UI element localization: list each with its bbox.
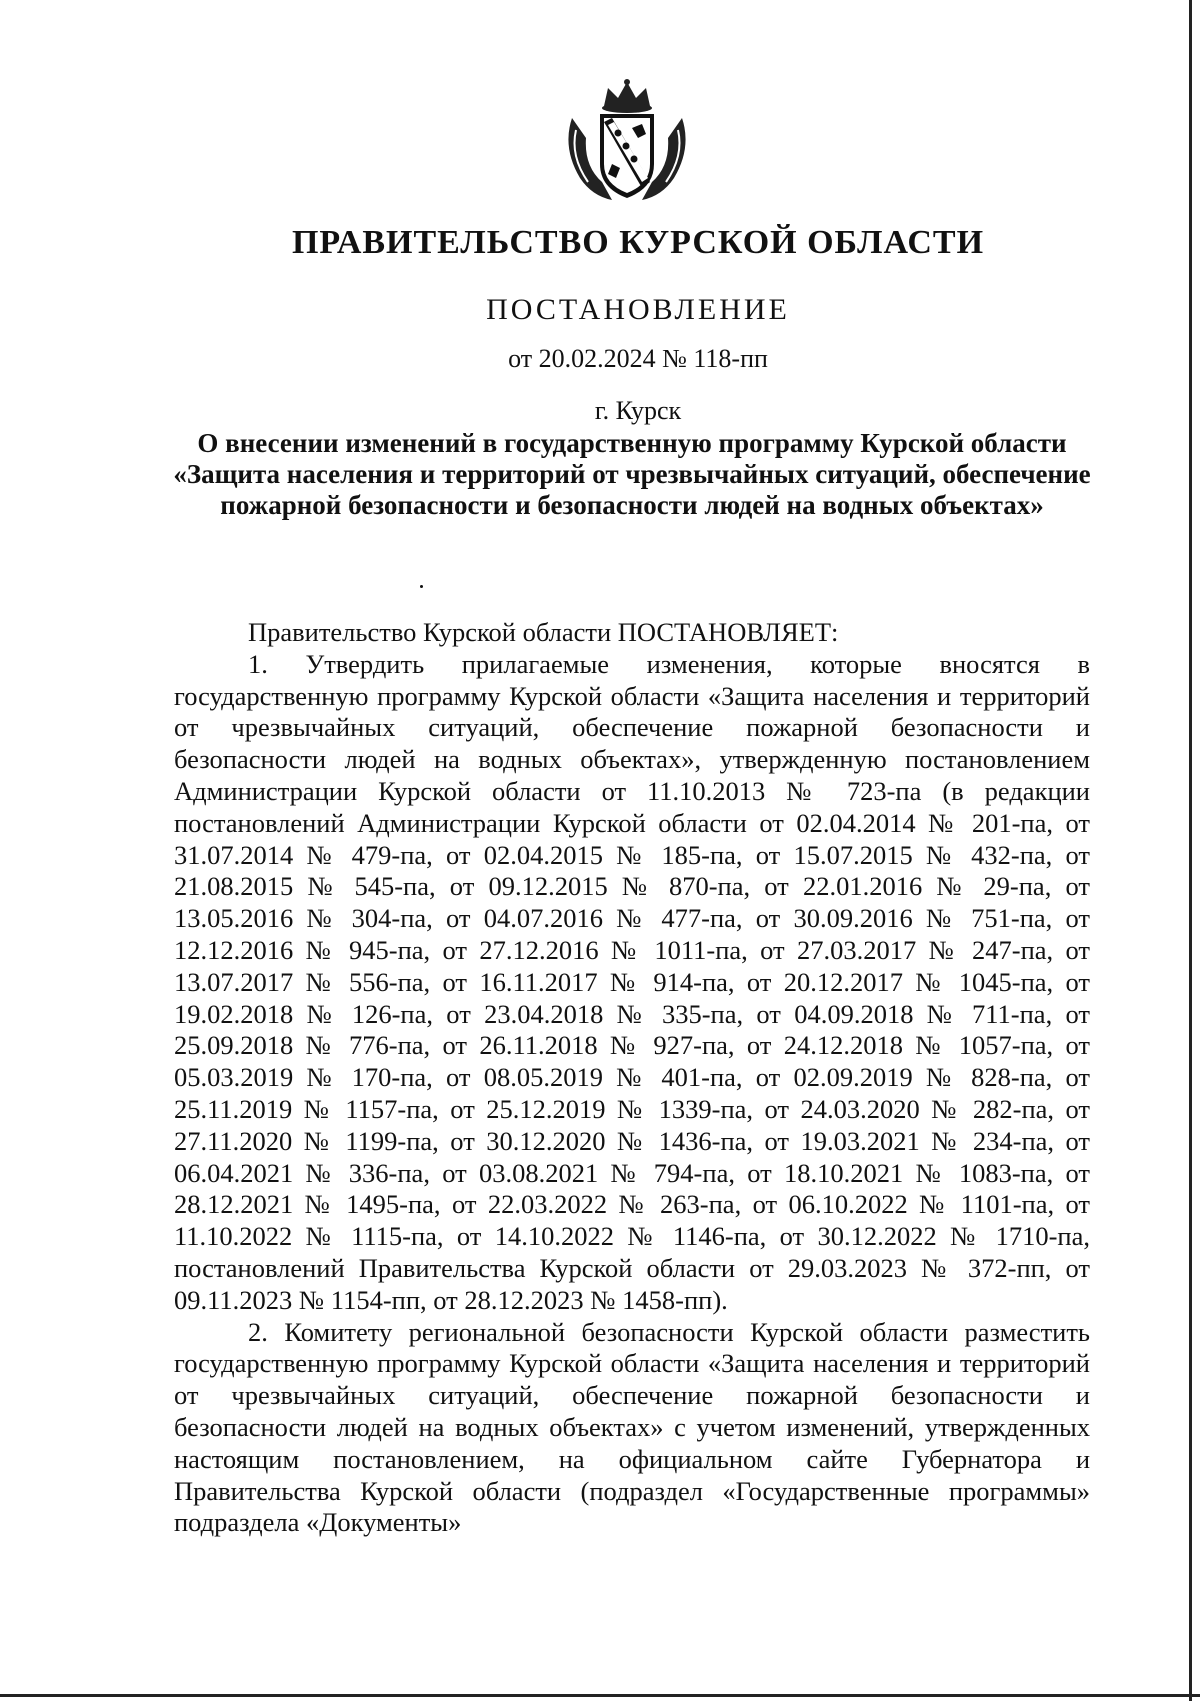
coat-of-arms-emblem [562,78,692,206]
scan-speck [420,585,423,588]
scan-edge-right [1189,0,1192,1701]
document-number: от 20.02.2024 № 118-пп [508,344,768,373]
document-subject: О внесении изменений в государственную программу Курской области «Защита населения и территорий от чрезвычайных ситуаций, обеспечение пожарной безопасности и безопасности людей на водных объектах» [173,428,1091,520]
scan-edge-bottom [0,1694,1200,1697]
document-body [174,617,1090,1539]
body-paragraph-2: 2. Комитету региональной безопасности Курской области разместить государственную программу Курской области «Защита населения и территорий от чрезвычайных ситуаций, обеспечение пожарной безопасности и безопасности людей на водных объектах» с учетом изменений, утвержденных настоящим постановлением, на официальном сайте Губернатора и Правительства Курской области (подраздел «Государственные программы» подраздела «Документы» [174,1316,1090,1538]
organization-title: ПРАВИТЕЛЬСТВО КУРСКОЙ ОБЛАСТИ [291,224,985,261]
body-paragraph-1: 1. Утвердить прилагаемые изменения, которые вносятся в государственную программу Курской области «Защита населения и территорий от чрезвычайных ситуаций, обеспечение пожарной безопасности и безопасности людей на водных объектах», утвержденную постановлением Администрации Курской области от 11.10.2013 № 723-па (в редакции постановлений Администрации Курской области от 02.04.2014 № 201-па, от 31.07.2014 № 479-па, от 02.04.2015 № 185-па, от 15.07.2015 № 432-па, от 21.08.2015 № 545-па, от 09.12.2015 № 870-па, от 22.01.2016 № 29-па, от 13.05.2016 № 304-па, от 04.07.2016 № 477-па, от 30.09.2016 № 751-па, от 12.12.2016 № 945-па, от 27.12.2016 № 1011-па, от 27.03.2017 № 247-па, от 13.07.2017 № 556-па, от 16.11.2017 № 914-па, от 20.12.2017 № 1045-па, от 19.02.2018 № 126-па, от 23.04.2018 № 335-па, от 04.09.2018 № 711-па, от 25.09.2018 № 776-па, от 26.11.2018 № 927-па, от 24.12.2018 № 1057-па, от 05.03.2019 № 170-па, от 08.05.2019 № 401-па, от 02.09.2019 № 828-па, от 25.11.2019 № 1157-па, от 25.12.2019 № 1339-па, от 24.03.2020 № 282-па, от 27.11.2020 № 1199-па, от 30.12.2020 № 1436-па, от 19.03.2021 № 234-па, от 06.04.2021 № 336-па, от 03.08.2021 № 794-па, от 18.10.2021 № 1083-па, от 28.12.2021 № 1495-па, от 22.03.2022 № 263-па, от 06.10.2022 № 1101-па, от 11.10.2022 № 1115-па, от 14.10.2022 № 1146-па, от 30.12.2022 № 1710-па, постановлений Правительства Курской области от 29.03.2023 № 372-пп, от 09.11.2023 № 1154-пп, от 28.12.2023 № 1458-пп). [174,648,1090,1315]
document-type: ПОСТАНОВЛЕНИЕ [486,293,790,326]
document-city: г. Курск [594,396,682,425]
body-intro: Правительство Курской области ПОСТАНОВЛЯЕТ: [248,617,839,647]
